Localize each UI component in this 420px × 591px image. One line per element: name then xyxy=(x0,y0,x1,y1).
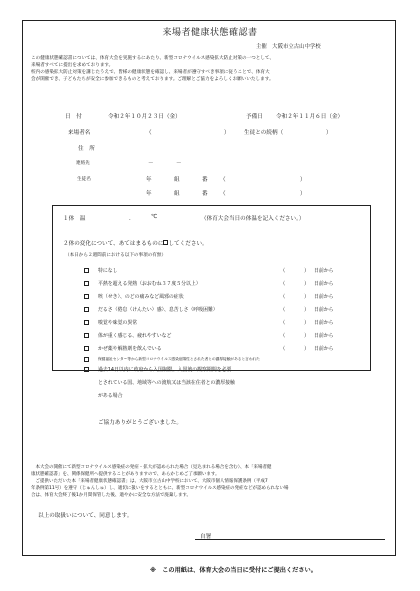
checkbox-cold-symptoms[interactable] xyxy=(84,294,89,299)
signature-line[interactable] xyxy=(195,539,385,540)
question-cold-symptoms: 咳（せき）、のどの痛みなど風邪の症状 xyxy=(98,294,184,300)
student1-class-label: 組 xyxy=(174,177,180,183)
student2-name-paren-close: ） xyxy=(300,191,306,197)
question-travel-line: がある場合 xyxy=(98,393,123,399)
checkbox-medicine[interactable] xyxy=(84,346,89,351)
days-paren-open[interactable]: （ xyxy=(280,346,286,352)
condition-question-pre: ２体の変化について、あてはまるものに xyxy=(63,241,164,247)
days-since-label: 日前から xyxy=(314,294,334,300)
days-paren-open[interactable]: （ xyxy=(280,307,286,313)
visitor-name-paren-open[interactable]: （ xyxy=(146,130,152,136)
contact-field[interactable]: － － xyxy=(148,161,182,167)
question-travel-line: 過去14日以内に政府から入国制限、入国後の観察期間を必要 xyxy=(98,367,232,373)
signature-label: 自署 xyxy=(200,534,212,540)
days-paren-open[interactable]: （ xyxy=(280,320,286,326)
days-paren-close: ） xyxy=(304,346,310,352)
checkbox-travel[interactable] xyxy=(84,367,89,372)
question-fever: 平熱を超える発熱（おおむね３７度５分以上） xyxy=(98,281,201,287)
intro-line: この健康状態確認書については、体育大会を実施するにあたり、新型コロナウイルス感染拡大防止対策の一つとして、 xyxy=(31,56,275,61)
question-smell-taste: 嗅覚や味覚の異常 xyxy=(98,320,138,326)
privacy-note-line: 合は、体育大会終了後1か月間保管した後、適やかに安全な方法で廃棄します。 xyxy=(31,493,191,499)
student2-year-label: 年 xyxy=(146,191,152,197)
privacy-note-line: 康状態確認書」を、関係保健所へ提供することがありますので、あらかじめご了承願います。 xyxy=(31,472,220,478)
privacy-note-line: 年条例第11号）を遵守（じゅんしゅ）し、適切に扱いをするとともに、新型コロナウイルス感染症の発症などが認められない場 xyxy=(31,486,289,492)
student1-name-paren-close: ） xyxy=(300,177,306,183)
temperature-decimal[interactable]: ． xyxy=(129,216,135,222)
days-paren-close: ） xyxy=(304,307,310,313)
student2-class-label: 組 xyxy=(174,191,180,197)
question-close-contact: 保健福祉センター等から新型コロナウイルス感染症陽性とされた者との濃厚接触があると言われた xyxy=(98,357,260,361)
checkbox-fever[interactable] xyxy=(84,281,89,286)
visitor-name-paren-close: ） xyxy=(224,130,230,136)
intro-line: 校内の感染拡大防止対策を講じたうえで、皆様の健康状態を確認し、来場者が遵守すべき事項に従うことで、体育大 xyxy=(31,69,270,75)
days-since-label: 日前から xyxy=(314,281,334,287)
spare-date-label: 予備日 xyxy=(246,114,263,120)
days-paren-open[interactable]: （ xyxy=(280,268,286,274)
days-paren-open[interactable]: （ xyxy=(280,281,286,287)
days-paren-close: ） xyxy=(304,320,310,326)
intro-line: 会が開催でき、子どもたちが安全に参加できるものと考えております。ご理解とご協力をよろしくお願いいたします。 xyxy=(31,76,274,82)
thanks-message: ご協力ありがとうございました。 xyxy=(98,420,182,426)
student1-year-label: 年 xyxy=(146,177,152,183)
temperature-label: １体 温 xyxy=(63,216,86,222)
privacy-note-line: 本大会の開催にて新型コロナウイルス感染症の発症・拡大が認められた場合（見込まれる場合を含む）、本「来場者健 xyxy=(31,465,272,470)
days-paren-close: ） xyxy=(304,268,310,274)
contact-label: 連絡先 xyxy=(76,161,90,166)
checkbox-heavy-body[interactable] xyxy=(84,333,89,338)
question-travel-line: とされている国、地域等への渡航又は当該在住者との濃厚接触 xyxy=(98,380,235,386)
relation-paren-close: ） xyxy=(326,130,332,136)
condition-question xyxy=(63,239,208,247)
date-value: 令和２年１０月２３日（金） xyxy=(108,114,181,120)
checkbox-none[interactable] xyxy=(84,268,89,273)
privacy-note-line: ご提供いただいた本「来場者健康状態確認書」は、大阪市立古山中学校において、大阪市個人情報保護条例（平成7 xyxy=(31,479,268,485)
question-fatigue: だるさ（倦怠（けんたい）感）、息苦しさ（呼吸困難） xyxy=(98,307,218,313)
privacy-notes xyxy=(31,464,389,499)
intro-paragraph xyxy=(31,56,389,84)
checkbox-close-contact[interactable] xyxy=(84,357,89,362)
days-since-label: 日前から xyxy=(314,346,334,352)
page-title: 来場者健康状態確認書 xyxy=(162,28,258,38)
question-medicine: かぜ薬や解熱剤を飲んでいる xyxy=(98,346,162,352)
question-none: 特になし xyxy=(98,268,118,274)
temperature-unit: ℃ xyxy=(151,214,158,220)
temperature-note: （体育大会当日の体温を記入ください。） xyxy=(201,216,305,222)
student1-name-paren-open[interactable]: （ xyxy=(220,177,226,183)
days-paren-close: ） xyxy=(304,294,310,300)
checkbox-smell-taste[interactable] xyxy=(84,320,89,325)
days-paren-open[interactable]: （ xyxy=(280,333,286,339)
days-since-label: 日前から xyxy=(314,320,334,326)
days-since-label: 日前から xyxy=(314,307,334,313)
student2-name-paren-open[interactable]: （ xyxy=(220,191,226,197)
student2-number-label: 番 xyxy=(202,191,208,197)
address-label: 住 所 xyxy=(78,146,95,152)
intro-line: 来場者すべてに提出を求めております。 xyxy=(31,62,114,68)
visitor-name-label: 来場者名 xyxy=(68,130,91,136)
date-label: 日 付 xyxy=(65,114,82,120)
relation-label[interactable]: 生徒との続柄（ xyxy=(244,130,284,136)
student1-number-label: 番 xyxy=(202,177,208,183)
sponsor-label: 主催 大阪市立古山中学校 xyxy=(256,44,321,50)
consent-statement: 以上の取扱いについて、同意します。 xyxy=(38,513,133,519)
days-since-label: 日前から xyxy=(314,333,334,339)
checkbox-fatigue[interactable] xyxy=(84,307,89,312)
days-since-label: 日前から xyxy=(314,268,334,274)
submission-note: ※ この用紙は、体育大会の当日に受付にご提出ください。 xyxy=(150,567,317,574)
days-paren-close: ） xyxy=(304,333,310,339)
condition-question-post: してください。 xyxy=(168,241,208,247)
student-name-label: 生徒名 xyxy=(77,177,91,182)
spare-date-value: 令和２年１１月６日（金） xyxy=(276,114,344,120)
condition-sub-note: （本日から２週間前における以下の事項の有無） xyxy=(65,253,167,258)
days-paren-open[interactable]: （ xyxy=(280,294,286,300)
question-heavy-body: 体が重く感じる、疲れやすいなど xyxy=(98,333,172,339)
days-paren-close: ） xyxy=(304,281,310,287)
